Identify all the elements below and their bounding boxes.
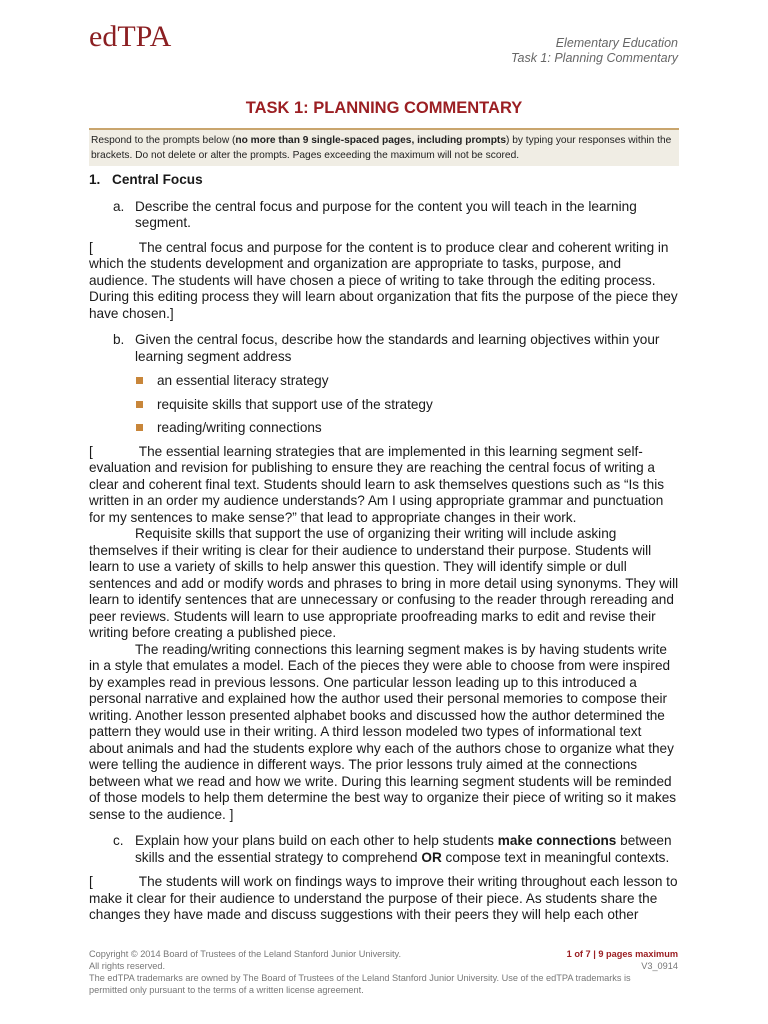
instruction-box xyxy=(89,128,679,166)
response-c-paragraph: [ The students will work on findings ways to improve their writing throughout each lesson to make it clear for their audience to understand the purpose of their piece. As students share the changes they have made and discuss suggestions with their peers they will help each other xyxy=(89,874,678,922)
bullet-item xyxy=(89,373,679,390)
task-name: Task 1: Planning Commentary xyxy=(511,51,678,65)
page-title: TASK 1: PLANNING COMMENTARY xyxy=(245,99,523,117)
commentary-body xyxy=(89,172,679,932)
response-b-paragraph-1: [ The essential learning strategies that are implemented in this learning segment self-evaluation and revision for publishing to ensure they are reaching the central focus of writing a clear and coherent final text. Students should learn to ask themselves questions such as “Is this written in an order my audience understands? Am I using appropriate grammar and punctuation for my sentences to make sense?” that lead to appropriate changes in their work. xyxy=(89,443,665,525)
response-b-paragraph-3: The reading/writing connections this learning segment makes is by having students write in a style that emulates a model. Each of the pieces they were able to choose from were inspired by examples read in previous lessons. One particular lesson leading up to this introduced a personal narrative and explained how the author used their personal memories to compose their writing. Another lesson presented alphabet books and discussed how the author determined the pattern they would use in their writing. A third lesson modeled two types of informational text about animals and had the students explore why each of the authors chose to organize what they were telling the audience in different ways. The prior lessons truly aimed at the connections between what we read and how we write. During this learning segment students will be reminded of those models to help them determine the best way to organize their piece of writing so it makes sense to the audience. ] xyxy=(89,641,677,822)
response-a-paragraph: [ The central focus and purpose for the content is to produce clear and coherent writing in which the students development and organization are appropriate to tasks, purpose, and audience. The students will have chosen a piece of writing to take through the editing process. During this editing process they will learn about organization that fits the purpose of the piece they have chosen.] xyxy=(89,239,678,321)
section-number: 1. xyxy=(89,172,101,187)
prompt-c-text-1: Explain how your plans build on each other to help students xyxy=(135,833,498,848)
section-heading xyxy=(89,172,679,189)
bullet-item xyxy=(89,420,679,437)
instruction-post: ) by typing your responses within the brackets. Do not delete or alter the prompts. Pages exceeding the maximum will not be scored. xyxy=(91,135,672,161)
section-title: Central Focus xyxy=(112,172,203,187)
prompt-c-text-2: between skills and the essential strategy to comprehend xyxy=(135,833,672,865)
prompt-c-bold-2: OR xyxy=(421,849,442,865)
running-header xyxy=(511,36,678,66)
prompt-c-bold-1: make connections xyxy=(497,833,617,848)
response-b[interactable] xyxy=(89,444,679,824)
prompt-a-text: Describe the central focus and purpose for the content you will teach in the learning segment. xyxy=(135,198,637,230)
instruction-bold: no more than 9 single-spaced pages, including prompts xyxy=(235,135,506,146)
prompt-c-letter: c. xyxy=(113,833,124,848)
prompt-b-text: Given the central focus, describe how the standards and learning objectives within your learning segment address xyxy=(135,332,660,364)
footer-legal xyxy=(89,948,649,996)
prompt-a-letter: a. xyxy=(113,198,125,214)
response-c[interactable] xyxy=(89,874,679,924)
prompt-c-text-3: compose text in meaningful contexts. xyxy=(441,849,670,865)
bullet-text: an essential literacy strategy xyxy=(157,373,329,388)
trademark-text: The edTPA trademarks are owned by The Board of Trustees of the Leland Stanford Junior University. Use of the edTPA trademarks is permitted only pursuant to the terms of a written license agreement. xyxy=(89,973,631,995)
program-name: Elementary Education xyxy=(555,36,678,50)
prompt-a xyxy=(89,199,679,232)
bullet-item xyxy=(89,397,679,414)
version-code: V3_0914 xyxy=(641,961,678,971)
prompt-b-bullets xyxy=(89,373,679,437)
prompt-c xyxy=(89,833,679,866)
prompt-b xyxy=(89,332,679,365)
response-a[interactable] xyxy=(89,240,679,323)
response-c-text: The students will work on findings ways to improve their writing throughout each lesson to make it clear for their audience to understand the purpose of their piece. As students share the changes they have made and discuss suggestions with their peers they will help each other xyxy=(89,874,678,922)
response-b-text-1: The essential learning strategies that are implemented in this learning segment self-evaluation and revision for publishing to ensure they are reaching the central focus of writing a clear and coherent final text. Students should learn to ask themselves questions such as “Is this written in an order my audience understands? Am I using appropriate grammar and punctuation for my sentences to make sense?” that lead to appropriate changes in their work. xyxy=(89,443,665,525)
response-b-paragraph-2: Requisite skills that support the use of organizing their writing will include asking themselves if their writing is clear for their audience to understand their purpose. Students will learn to use a variety of skills to help answer this question. They will identify simple or dull sentences and add or modify words and phrases to bring in more detail using synonyms. They will learn to identify sentences that are unnecessary or confusing to the reader through rereading and peer reviews. Students will learn to use appropriate proofreading marks to edit and revise their writing before creating a published piece. xyxy=(89,526,679,640)
square-bullet-icon xyxy=(136,377,143,384)
page-count: 1 of 7 | 9 pages maximum xyxy=(566,949,678,959)
footer-page-info xyxy=(567,948,678,972)
prompt-b-letter: b. xyxy=(113,332,125,347)
edtpa-logo: edTPA xyxy=(89,20,172,53)
rights-text: All rights reserved. xyxy=(89,961,166,971)
square-bullet-icon xyxy=(136,424,143,431)
response-a-text: The central focus and purpose for the content is to produce clear and coherent writing in which the students development and organization are appropriate to tasks, purpose, and audience. The students will have chosen a piece of writing to take through the editing process. During this editing process they will learn about organization that fits the purpose of the piece they have chosen.] xyxy=(89,239,678,321)
square-bullet-icon xyxy=(136,401,143,408)
bullet-text: reading/writing connections xyxy=(157,420,322,435)
instruction-pre: Respond to the prompts below ( xyxy=(91,135,236,146)
bullet-text: requisite skills that support use of the strategy xyxy=(157,396,433,412)
copyright-text: Copyright © 2014 Board of Trustees of the Leland Stanford Junior University. xyxy=(89,949,401,959)
